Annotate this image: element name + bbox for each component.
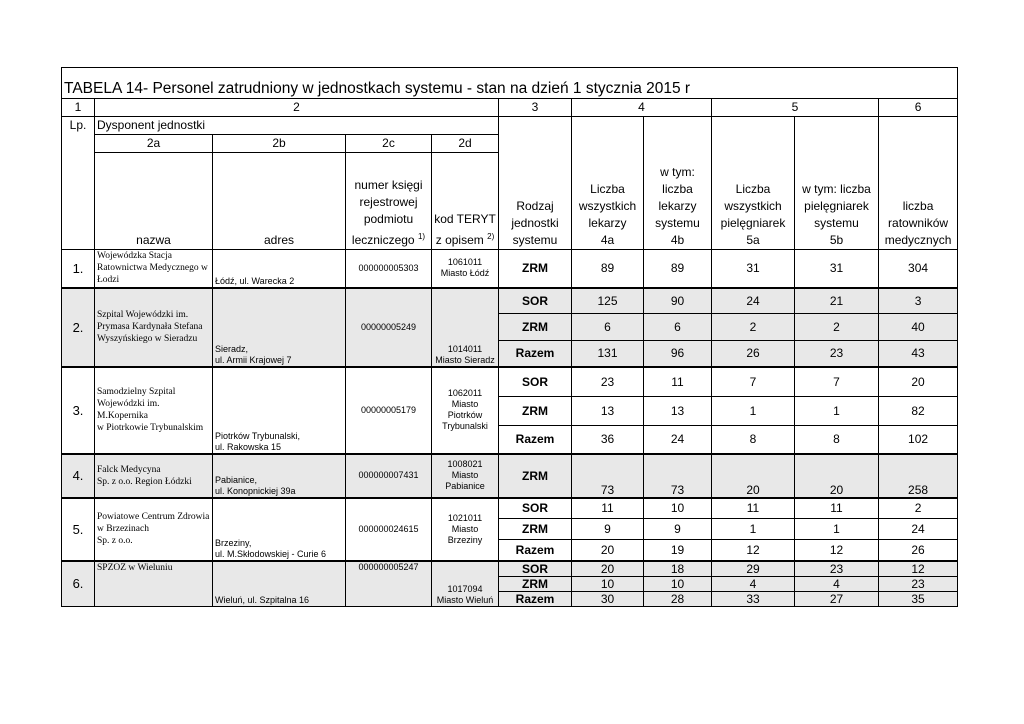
header-lekarze-systemu-4: systemu bbox=[655, 216, 700, 230]
value-v6: 24 bbox=[879, 519, 958, 540]
value-v4b: 11 bbox=[644, 367, 712, 397]
header-pielegniarki-code: 5a bbox=[746, 233, 760, 247]
value-v5a: 33 bbox=[712, 592, 795, 607]
value-v5b: 1 bbox=[795, 397, 879, 426]
value-v6: 258 bbox=[879, 454, 958, 498]
value-v6: 26 bbox=[879, 540, 958, 561]
header-pielegniarki-3: pielęgniarek bbox=[720, 216, 786, 230]
unit-name-line: Falck Medycyna bbox=[97, 464, 161, 475]
header-adres: adres bbox=[213, 153, 346, 250]
unit-teryt bbox=[432, 454, 499, 498]
value-v6: 43 bbox=[879, 341, 958, 367]
value-v5a: 7 bbox=[712, 367, 795, 397]
header-pielegniarki bbox=[712, 117, 795, 250]
table-title: TABELA 14- Personel zatrudniony w jednostkach systemu - stan na dzień 1 stycznia 2015 r bbox=[62, 68, 958, 99]
unit-teryt-line: Miasto Wieluń bbox=[436, 595, 494, 605]
value-v4a: 20 bbox=[572, 540, 644, 561]
personnel-table bbox=[61, 67, 958, 607]
unit-teryt-line: Miasto Piotrków bbox=[447, 399, 483, 420]
unit-address bbox=[213, 561, 346, 607]
unit-address bbox=[213, 498, 346, 561]
unit-address bbox=[213, 288, 346, 367]
unit-system-type: ZRM bbox=[499, 577, 572, 592]
value-v5b: 12 bbox=[795, 540, 879, 561]
unit-teryt-line: Miasto Sieradz bbox=[435, 354, 495, 365]
unit-address-line: Wieluń, ul. Szpitalna 16 bbox=[215, 595, 310, 605]
value-v4a: 13 bbox=[572, 397, 644, 426]
value-v6: 23 bbox=[879, 577, 958, 592]
unit-system-type: ZRM bbox=[499, 397, 572, 426]
header-rodzaj-2: jednostki bbox=[511, 216, 559, 230]
footnote-1-marker: 1) bbox=[417, 232, 426, 241]
unit-address bbox=[213, 454, 346, 498]
header-lekarze-2: wszystkich bbox=[578, 199, 637, 213]
value-v4b: 13 bbox=[644, 397, 712, 426]
header-ratownicy bbox=[879, 117, 958, 250]
value-v4b: 90 bbox=[644, 288, 712, 314]
value-v4b: 18 bbox=[644, 561, 712, 577]
unit-name-line: Prymasa Kardynała Stefana bbox=[97, 322, 203, 332]
header-nazwa: nazwa bbox=[95, 153, 213, 250]
unit-teryt bbox=[432, 367, 499, 454]
unit-system-type: Razem bbox=[499, 540, 572, 561]
value-v5b: 20 bbox=[795, 454, 879, 498]
unit-name-line: w Brzezinach bbox=[97, 524, 149, 534]
unit-system-type: ZRM bbox=[499, 519, 572, 540]
header-pielegniarki-systemu bbox=[795, 117, 879, 250]
value-v5a: 1 bbox=[712, 519, 795, 540]
value-v4a: 131 bbox=[572, 341, 644, 367]
table-row bbox=[62, 498, 958, 519]
header-dysponent: Dysponent jednostki bbox=[95, 117, 499, 135]
value-v6: 20 bbox=[879, 367, 958, 397]
value-v5b: 8 bbox=[795, 426, 879, 454]
value-v5a: 20 bbox=[712, 454, 795, 498]
unit-lp: 3. bbox=[62, 367, 95, 454]
unit-system-type: Razem bbox=[499, 426, 572, 454]
unit-ksiega: 000000007431 bbox=[346, 454, 432, 498]
unit-address-line: Łódź, ul. Warecka 2 bbox=[215, 275, 295, 286]
unit-address bbox=[213, 367, 346, 454]
value-v5a: 24 bbox=[712, 288, 795, 314]
unit-name bbox=[95, 561, 213, 607]
header-rodzaj-3: systemu bbox=[512, 233, 558, 247]
header-lekarze-systemu-code: 4b bbox=[670, 233, 685, 247]
unit-name-line: w Piotrkowie Trybunalskim bbox=[97, 423, 204, 433]
value-v5b: 21 bbox=[795, 288, 879, 314]
value-v5a: 26 bbox=[712, 341, 795, 367]
value-v5b: 4 bbox=[795, 577, 879, 592]
unit-teryt-line: Miasto Łódź bbox=[440, 268, 490, 279]
unit-name-line: Wojewódzka Stacja bbox=[97, 251, 172, 262]
value-v5a: 2 bbox=[712, 314, 795, 341]
header-pielegniarki-systemu-2: pielęgniarek bbox=[804, 199, 869, 213]
header-ksiega-4: leczniczego bbox=[351, 233, 415, 247]
unit-name-line: Samodzielny Szpital bbox=[97, 387, 176, 397]
unit-name-line: Łodzi bbox=[97, 275, 120, 286]
header-ksiega-1: numer księgi bbox=[354, 178, 423, 192]
table-row bbox=[62, 250, 958, 288]
unit-name bbox=[95, 454, 213, 498]
value-v4b: 9 bbox=[644, 519, 712, 540]
unit-ksiega: 000000024615 bbox=[346, 498, 432, 561]
value-v6: 12 bbox=[879, 561, 958, 577]
value-v4a: 11 bbox=[572, 498, 644, 519]
table-row bbox=[62, 288, 958, 314]
header-teryt-2: z opisem bbox=[435, 233, 484, 247]
value-v4a: 20 bbox=[572, 561, 644, 577]
unit-address-line: Brzeziny, bbox=[215, 537, 252, 548]
unit-system-type: SOR bbox=[499, 367, 572, 397]
value-v5b: 27 bbox=[795, 592, 879, 607]
unit-lp: 2. bbox=[62, 288, 95, 367]
header-pielegniarki-systemu-3: systemu bbox=[814, 216, 859, 230]
unit-system-type: ZRM bbox=[499, 250, 572, 288]
value-v4a: 9 bbox=[572, 519, 644, 540]
header-lekarze-systemu bbox=[644, 117, 712, 250]
value-v5a: 12 bbox=[712, 540, 795, 561]
unit-system-type: ZRM bbox=[499, 314, 572, 341]
unit-address-line: Pabianice, bbox=[215, 474, 258, 485]
value-v4a: 30 bbox=[572, 592, 644, 607]
value-v5b: 11 bbox=[795, 498, 879, 519]
value-v4a: 73 bbox=[572, 454, 644, 498]
header-lekarze-3: lekarzy bbox=[588, 216, 627, 230]
header-lekarze-1: Liczba bbox=[590, 182, 625, 196]
unit-name-line: Ratownictwa Medycznego w bbox=[97, 263, 208, 274]
table-row bbox=[62, 454, 958, 498]
colnum-3: 3 bbox=[499, 99, 572, 117]
unit-system-type: SOR bbox=[499, 288, 572, 314]
value-v4b: 96 bbox=[644, 341, 712, 367]
value-v6: 40 bbox=[879, 314, 958, 341]
unit-teryt bbox=[432, 561, 499, 607]
value-v5a: 8 bbox=[712, 426, 795, 454]
value-v5a: 29 bbox=[712, 561, 795, 577]
unit-ksiega: 000000005303 bbox=[346, 250, 432, 288]
value-v6: 304 bbox=[879, 250, 958, 288]
unit-teryt-line: Pabianice bbox=[445, 481, 485, 491]
header-lekarze-code: 4a bbox=[600, 233, 615, 247]
unit-address-line: Sieradz, bbox=[215, 343, 249, 354]
value-v4a: 6 bbox=[572, 314, 644, 341]
value-v4b: 24 bbox=[644, 426, 712, 454]
header-ratownicy-1: liczba bbox=[902, 199, 934, 213]
unit-ksiega: 00000005179 bbox=[346, 367, 432, 454]
colnum-4: 4 bbox=[572, 99, 712, 117]
header-2d: 2d bbox=[432, 135, 499, 153]
unit-lp: 1. bbox=[62, 250, 95, 288]
unit-teryt-line: 1062011 bbox=[447, 388, 483, 398]
unit-system-type: ZRM bbox=[499, 454, 572, 498]
unit-lp: 4. bbox=[62, 454, 95, 498]
value-v4b: 10 bbox=[644, 577, 712, 592]
unit-system-type: SOR bbox=[499, 561, 572, 577]
unit-name-line: Powiatowe Centrum Zdrowia bbox=[97, 512, 210, 522]
value-v5a: 4 bbox=[712, 577, 795, 592]
header-teryt-1: kod TERYT bbox=[434, 212, 496, 226]
value-v5b: 23 bbox=[795, 561, 879, 577]
unit-ksiega: 00000005249 bbox=[346, 288, 432, 367]
unit-teryt-line: Trybunalski bbox=[442, 421, 488, 431]
unit-name-line: Sp. z o.o. bbox=[97, 536, 133, 546]
unit-lp: 5. bbox=[62, 498, 95, 561]
value-v6: 35 bbox=[879, 592, 958, 607]
unit-teryt-line: 1014011 bbox=[447, 343, 483, 354]
value-v5b: 23 bbox=[795, 341, 879, 367]
unit-address bbox=[213, 250, 346, 288]
unit-address-line: ul. Armii Krajowej 7 bbox=[215, 354, 292, 365]
value-v5a: 31 bbox=[712, 250, 795, 288]
value-v4b: 89 bbox=[644, 250, 712, 288]
unit-address-line: ul. M.Skłodowskiej - Curie 6 bbox=[215, 548, 327, 559]
header-ksiega-2: rejestrowej bbox=[359, 195, 418, 209]
header-pielegniarki-2: wszystkich bbox=[724, 199, 782, 213]
value-v6: 102 bbox=[879, 426, 958, 454]
unit-system-type: Razem bbox=[499, 341, 572, 367]
value-v6: 3 bbox=[879, 288, 958, 314]
header-rodzaj bbox=[499, 117, 572, 250]
unit-name-line: SPZOZ w Wieluniu bbox=[97, 562, 173, 573]
unit-name-line: Sp. z o.o. Region Łódzki bbox=[97, 476, 192, 487]
unit-name-line: Wojewódzki im. M.Kopernika bbox=[97, 399, 160, 421]
unit-name bbox=[95, 498, 213, 561]
value-v4b: 6 bbox=[644, 314, 712, 341]
header-pielegniarki-systemu-code: 5b bbox=[829, 233, 844, 247]
unit-ksiega: 000000005247 bbox=[346, 561, 432, 607]
header-pielegniarki-1: Liczba bbox=[735, 182, 771, 196]
unit-name bbox=[95, 250, 213, 288]
unit-address-line: Piotrków Trybunalski, bbox=[215, 430, 301, 441]
unit-system-type: SOR bbox=[499, 498, 572, 519]
value-v4b: 19 bbox=[644, 540, 712, 561]
unit-name-line: Wyszyńskiego w Sieradzu bbox=[97, 334, 198, 344]
footnote-2-marker: 2) bbox=[487, 232, 495, 241]
personnel-table-sheet bbox=[61, 67, 957, 607]
value-v5b: 31 bbox=[795, 250, 879, 288]
header-teryt bbox=[432, 153, 499, 250]
value-v5b: 1 bbox=[795, 519, 879, 540]
unit-teryt bbox=[432, 250, 499, 288]
value-v4b: 73 bbox=[644, 454, 712, 498]
unit-address-line: ul. Rakowska 15 bbox=[215, 441, 282, 452]
table-row bbox=[62, 561, 958, 577]
value-v4a: 36 bbox=[572, 426, 644, 454]
header-2c: 2c bbox=[346, 135, 432, 153]
unit-teryt-line: 1061011 bbox=[447, 257, 483, 268]
header-rodzaj-1: Rodzaj bbox=[516, 199, 554, 213]
value-v4a: 10 bbox=[572, 577, 644, 592]
header-lp: Lp. bbox=[62, 117, 95, 250]
value-v4b: 10 bbox=[644, 498, 712, 519]
unit-teryt-line: 1021011 bbox=[447, 512, 483, 523]
header-lekarze-systemu-1: w tym: bbox=[660, 165, 695, 179]
value-v6: 82 bbox=[879, 397, 958, 426]
header-ksiega-3: podmiotu bbox=[363, 212, 414, 226]
header-lekarze-systemu-2: liczba bbox=[662, 182, 693, 196]
colnum-1: 1 bbox=[62, 99, 95, 117]
header-ratownicy-3: medycznych bbox=[884, 233, 952, 247]
value-v5a: 11 bbox=[712, 498, 795, 519]
header-pielegniarki-systemu-1: w tym: liczba bbox=[802, 182, 871, 196]
value-v4a: 125 bbox=[572, 288, 644, 314]
unit-teryt-line: Miasto Brzeziny bbox=[447, 523, 483, 545]
unit-teryt bbox=[432, 498, 499, 561]
unit-lp: 6. bbox=[62, 561, 95, 607]
unit-teryt-line: 1008021 bbox=[447, 459, 483, 469]
colnum-5: 5 bbox=[712, 99, 879, 117]
header-2a: 2a bbox=[95, 135, 213, 153]
value-v5a: 1 bbox=[712, 397, 795, 426]
value-v5b: 7 bbox=[795, 367, 879, 397]
value-v4a: 89 bbox=[572, 250, 644, 288]
unit-name-line: Szpital Wojewódzki im. bbox=[97, 310, 189, 320]
unit-name bbox=[95, 367, 213, 454]
header-ksiega bbox=[346, 153, 432, 250]
value-v6: 2 bbox=[879, 498, 958, 519]
header-ratownicy-2: ratowników bbox=[888, 216, 949, 230]
colnum-2: 2 bbox=[95, 99, 499, 117]
unit-teryt-line: 1017094 bbox=[447, 584, 483, 594]
header-lekarze bbox=[572, 117, 644, 250]
header-2b: 2b bbox=[213, 135, 346, 153]
unit-system-type: Razem bbox=[499, 592, 572, 607]
header-lekarze-systemu-3: lekarzy bbox=[658, 199, 697, 213]
value-v4a: 23 bbox=[572, 367, 644, 397]
unit-address-line: ul. Konopnickiej 39a bbox=[215, 485, 296, 496]
unit-teryt bbox=[432, 288, 499, 367]
value-v4b: 28 bbox=[644, 592, 712, 607]
colnum-6: 6 bbox=[879, 99, 958, 117]
value-v5b: 2 bbox=[795, 314, 879, 341]
unit-teryt-line: Miasto bbox=[451, 470, 479, 480]
unit-name bbox=[95, 288, 213, 367]
table-row bbox=[62, 367, 958, 397]
